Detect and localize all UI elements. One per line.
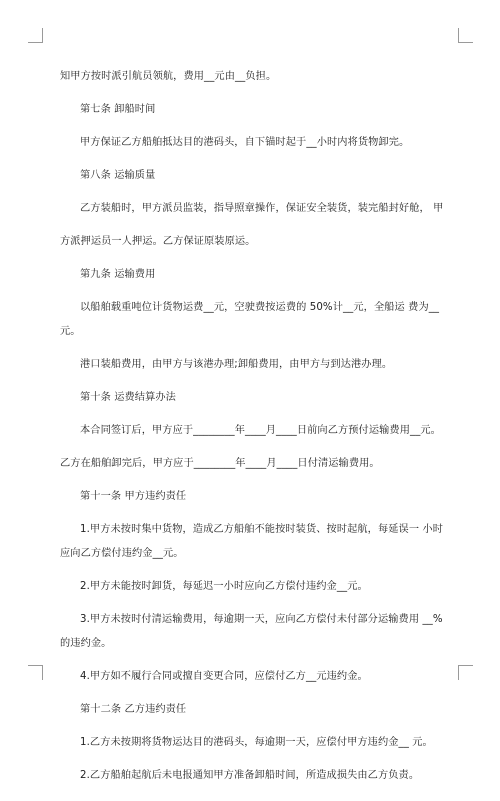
article-11-heading: 第十一条 甲方违约责任 [80,491,187,502]
article-8-text-line-2: 方派押运员一人押运。乙方保证原装原运。 [60,236,256,247]
article-11-item-4: 4.甲方如不履行合同或擅自变更合同，应偿付乙方__元违约金。 [80,671,368,682]
article-11-item-1-line-2: 应向乙方偿付违约金__元。 [60,548,184,559]
article-9-text-line-1: 以船舶载重吨位计货物运费__元，空驶费按运费的 50%计__元，全船运 费为__ [80,302,440,313]
article-8-heading: 第八条 运输质量 [80,170,156,181]
article-10-text-line-2: 乙方在船舶卸完后，甲方应于________年____月____日付清运输费用。 [60,458,380,469]
article-11-item-3-line-2: 的违约金。 [60,638,112,649]
article-9-port-fees: 港口装船费用，由甲方与该港办理;卸船费用，由甲方与到达港办理。 [80,359,393,370]
top-right-crop-mark [458,28,473,43]
top-left-crop-mark [28,28,43,43]
article-12-item-2: 2.乙方船舶起航后未电报通知甲方准备卸船时间，所造成损失由乙方负责。 [80,770,420,781]
bottom-left-crop-mark [28,665,43,680]
article-9-text-line-2: 元。 [60,326,81,337]
article-11-item-1-line-1: 1.甲方未按时集中货物，造成乙方船舶不能按时装货、按时起航，每延误一 小时 [80,524,444,535]
article-12-item-1: 1.乙方未按期将货物运达目的港码头，每逾期一天，应偿付甲方违约金__ 元。 [80,737,433,748]
article-7-heading: 第七条 卸船时间 [80,104,156,115]
article-11-item-2: 2.甲方未能按时卸货，每延迟一小时应向乙方偿付违约金__元。 [80,581,368,592]
article-11-item-3-line-1: 3.甲方未按时付清运输费用，每逾期一天，应向乙方偿付未付部分运输费用 __% [80,614,443,625]
article-9-heading: 第九条 运输费用 [80,269,156,280]
article-10-heading: 第十条 运费结算办法 [80,392,176,403]
article-8-text-line-1: 乙方装船时，甲方派员监装，指导照章操作，保证安全装货，装完船封好舱， 甲 [80,203,444,214]
article-7-text: 甲方保证乙方船舶抵达目的港码头，自下锚时起于__小时内将货物卸完。 [80,137,410,148]
document-body [60,69,445,801]
bottom-right-crop-mark [458,665,473,680]
article-10-text-line-1: 本合同签订后，甲方应于________年____月____日前向乙方预付运输费用__元。 [80,425,441,436]
article-12-heading: 第十二条 乙方违约责任 [80,704,187,715]
paragraph-line-pilot-fee: 知甲方按时派引航员领航，费用__元由__负担。 [60,71,277,82]
